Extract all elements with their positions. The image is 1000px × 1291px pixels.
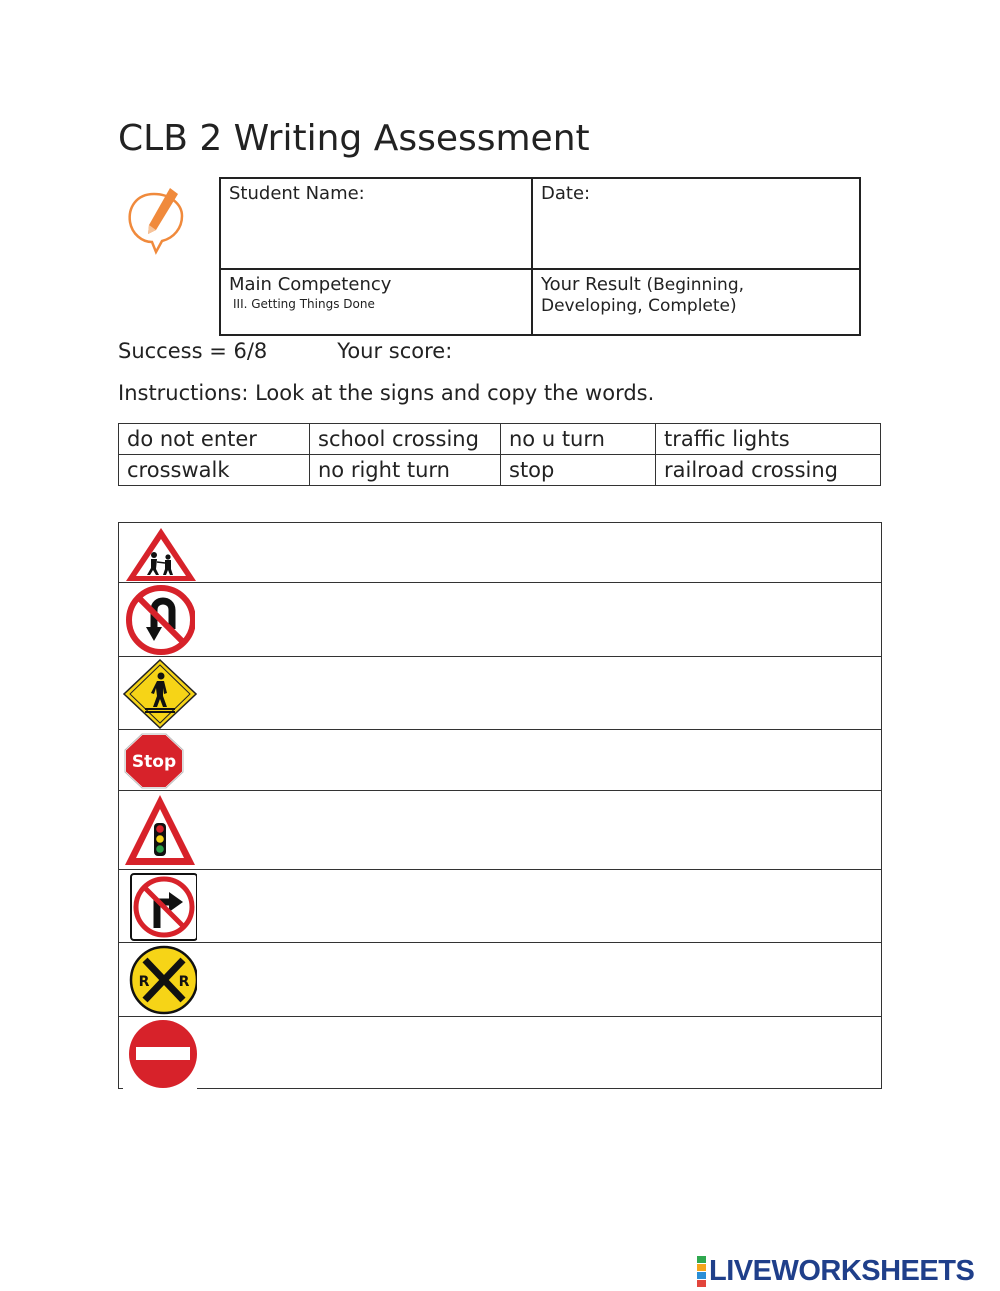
word-bank-row [119,455,881,486]
your-score-label: Your score: [337,339,453,363]
answer-row [119,869,881,942]
answer-input[interactable] [209,667,875,719]
word-bank-cell: no right turn [310,455,501,486]
do-not-enter-sign-icon [123,1019,197,1089]
word-bank-cell: railroad crossing [656,455,881,486]
word-bank-row [119,424,881,455]
your-result-cell[interactable] [532,269,860,335]
instructions: Instructions: Look at the signs and copy the words. [118,381,655,405]
answer-row [119,582,881,656]
main-competency-cell [220,269,532,335]
page-title: CLB 2 Writing Assessment [118,118,590,159]
traffic-lights-sign-icon [123,793,197,868]
student-name-label: Student Name: [229,183,365,204]
success-line [118,339,452,363]
answer-input[interactable] [209,533,875,572]
answer-input[interactable] [209,880,875,932]
student-info-table [219,177,861,336]
word-bank-cell: school crossing [310,424,501,455]
liveworksheets-brand [697,1255,974,1288]
stop-sign-text: Stop [131,752,177,772]
no-u-turn-sign-icon [123,585,195,655]
pencil-logo-icon [124,186,186,258]
railroad-sign-text-left: R [138,974,150,990]
answer-table [118,522,882,1089]
answer-input[interactable] [209,593,875,646]
answer-row [119,790,881,869]
your-result-note-2: Developing, Complete) [541,296,737,316]
no-right-turn-sign-icon [123,872,197,942]
answer-row [119,729,881,790]
your-result-note-1: (Beginning, [646,275,745,295]
railroad-sign-text-right: R [178,974,190,990]
school-crossing-sign-icon [123,525,199,583]
answer-input[interactable] [209,801,875,859]
word-bank-table [118,423,881,486]
word-bank-cell: do not enter [119,424,310,455]
stop-sign-icon [123,732,185,790]
answer-row [119,1016,881,1088]
your-result-label: Your Result [541,274,641,295]
main-competency-value: III. Getting Things Done [233,297,375,311]
main-competency-label: Main Competency [229,274,392,295]
date-label: Date: [541,183,591,204]
word-bank-cell: crosswalk [119,455,310,486]
answer-input[interactable] [209,953,875,1006]
answer-row [119,522,881,582]
liveworksheets-logo-icon [697,1256,706,1287]
student-name-cell[interactable] [220,178,532,269]
answer-row [119,942,881,1016]
railroad-crossing-sign-icon [123,945,197,1015]
answer-input[interactable] [209,1027,875,1078]
date-cell[interactable] [532,178,860,269]
answer-row [119,656,881,729]
word-bank-cell: no u turn [501,424,656,455]
brand-name: LIVEWORKSHEETS [709,1255,975,1287]
crosswalk-sign-icon [123,659,197,730]
word-bank-cell: stop [501,455,656,486]
success-criterion: Success = 6/8 [118,339,268,363]
word-bank-cell: traffic lights [656,424,881,455]
answer-input[interactable] [209,740,875,780]
